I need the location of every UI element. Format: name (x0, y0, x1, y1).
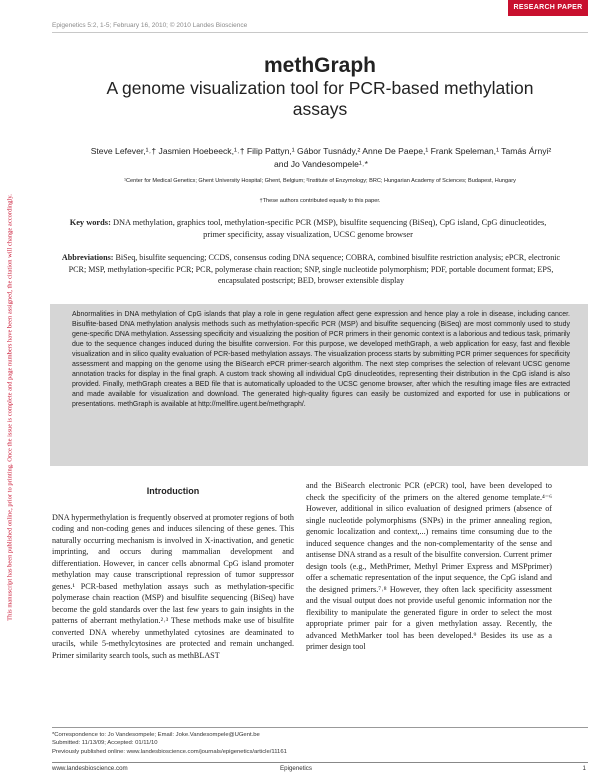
section-tag: RESEARCH PAPER (508, 0, 588, 16)
abstract-box (50, 304, 588, 466)
footer-website-link[interactable]: www.landesbioscience.com (52, 765, 128, 772)
submission-dates: Submitted: 11/13/09; Accepted: 01/11/10 (52, 740, 158, 747)
article-title: methGraph (263, 54, 376, 77)
keywords (58, 217, 558, 240)
online-publication-notice: This manuscript has been published online, prior to printing. Once the issue is complete and page numbers have been assigned, the citation will change accordingly. (6, 194, 14, 621)
article-subtitle: A genome visualization tool for PCR-based methylation assays (106, 78, 534, 119)
footnote-block (52, 727, 588, 756)
abbreviations (58, 252, 564, 287)
previously-published-link[interactable]: Previously published online: www.landesbioscience.com/journals/epigenetics/article/11161 (52, 748, 287, 755)
equal-contribution-note: †These authors contributed equally to this paper. (259, 198, 381, 204)
correspondence-note: *Correspondence to: Jo Vandesompele; Email: Joke.Vandesompele@UGent.be (52, 732, 260, 738)
authors-line-2: and Jo Vandesompele¹˒* (274, 158, 368, 169)
journal-citation: Epigenetics 5:2, 1-5; February 16, 2010; © 2010 Landes Bioscience (52, 22, 248, 29)
body-column-left (52, 480, 294, 661)
abstract-text: Abnormalities in DNA methylation of CpG islands that play a role in gene regulation affect gene expression and hence play a role in disease, including cancer. Bisulfite-based DNA methylation analysis methods such as methylation-specific PCR (MSP) and bisulfite sequencing (BiSeq) are most commonly used to study gene-specific DNA methylation. Assessing specificity and visualizing the position of PCR primers in their genomic context is a laborious and tedious task, primarily due to the sequence changes induced during the bisulfite conversion. For this purpose, we developed methGraph, a web application for easy, fast and flexible visualization and in silico quality evaluation of PCR-based methylation assays. The visualization process starts by submitting PCR primer sequences for specificity assessment and mapping on the genome using the BiSearch ePCR primer-search algorithm. The next step comprises the selection of relevant UCSC genome annotation tracks for display in the final graph. A custom track showing all individual CpG dinucleotides, representing their distribution in the CpG island is also provided. Finally, methGraph creates a BED file that is automatically uploaded to the UCSC genome browser, after which the resulting image files are extracted and made available for visualization and download. The generated high-quality figures can easily be customized and exported for use in publications or presentations. methGraph is available at http://mellfire.ugent.be/methgraph/. (72, 311, 570, 409)
introduction-paragraph-left: DNA hypermethylation is frequently observed at promoter regions of both coding and non-coding genes and induces silencing of these genes. This naturally occurring mechanism is involved in X-inactivation, and genetic imprinting, and occurs during mammalian development and differentiation. However, in cancer cells abnormal CpG island promoter methylation may cause transcriptional repression of tumor suppressor genes.¹ PCR-based methylation assays such as methylation-specific polymerase chain reaction (MSP) and bisulfite sequencing (BiSeq) have become the gold standards over the last few years to gain insights in the patterns of aberrant methylation.²˒³ These methods make use of bisulfite converted DNA whereby unmethylated cytosines are deaminated to uracils, while 5-methylcytosines are protected and remain unchanged. Primer similarity search tools, such as methBLAST (52, 512, 294, 660)
authors-line-1: Steve Lefever,¹˒† Jasmien Hoebeeck,¹˒† Filip Pattyn,¹ Gábor Tusnády,² Anne De Paepe,¹ Frank Speleman,¹ Tamás Árnyi² (90, 146, 552, 156)
author-list (70, 145, 572, 170)
page-number: 1 (582, 765, 586, 772)
affiliations: ¹Center for Medical Genetics; Ghent University Hospital; Ghent, Belgium; ²Institute of Enzymology; BRC; Hungarian Academy of Sciences; Budapest, Hungary (124, 178, 516, 184)
body-column-right (306, 480, 552, 653)
abbreviations-label: Abbreviations: (61, 253, 114, 262)
keywords-label: Key words: (69, 218, 111, 227)
footer-journal-name: Epigenetics (280, 765, 312, 772)
introduction-paragraph-right: and the BiSearch electronic PCR (ePCR) tool, have been developed to check the specificity of the primers on the altered genome template.⁴⁻⁶ However, additional in silico evaluation of designed primers (absence of single nucleotide polymorphisms (SNPs) in the primer annealing region, genomic localization and context,...) remains time consuming due to the induced sequence changes and the non-complementarity of the sense and antisense DNA strand as a result of the bisulfite conversion. Current primer design tools (e.g., MethPrimer, Methyl Primer Express and MSPprimer) offer a schematic representation of the input sequence, the CpG island and the designed primers.⁷˒⁸ However, they often lack specificity assessment and the visual output does not provide useful genomic information nor the flexibility to manipulate the generated figure in order to select the most appropriate primer pair for a given methylation assay. Recently, the advanced MethMarker tool has been developed.⁹ Besides its use as a primer design tool (306, 481, 552, 651)
keywords-text: DNA methylation, graphics tool, methylation-specific PCR (MSP), bisulfite sequencing (BiSeq), CpG island, CpG dinucleotides, primer specificity, assay visualization, UCSC genome browser (112, 218, 547, 239)
abbreviations-text: BiSeq, bisulfite sequencing; CCDS, consensus coding DNA sequence; COBRA, combined bisulfite restriction analysis; ePCR, electronic PCR; MSP, methylation-specific PCR; PCR, polymerase chain reaction; SNP, single nucleotide polymorphism; PDF, portable document format; EPS, encapsulated postscript; BED, browser extensible display (68, 253, 561, 285)
introduction-heading: Introduction (146, 486, 200, 496)
header-divider (52, 32, 588, 33)
footer-divider (52, 762, 588, 763)
